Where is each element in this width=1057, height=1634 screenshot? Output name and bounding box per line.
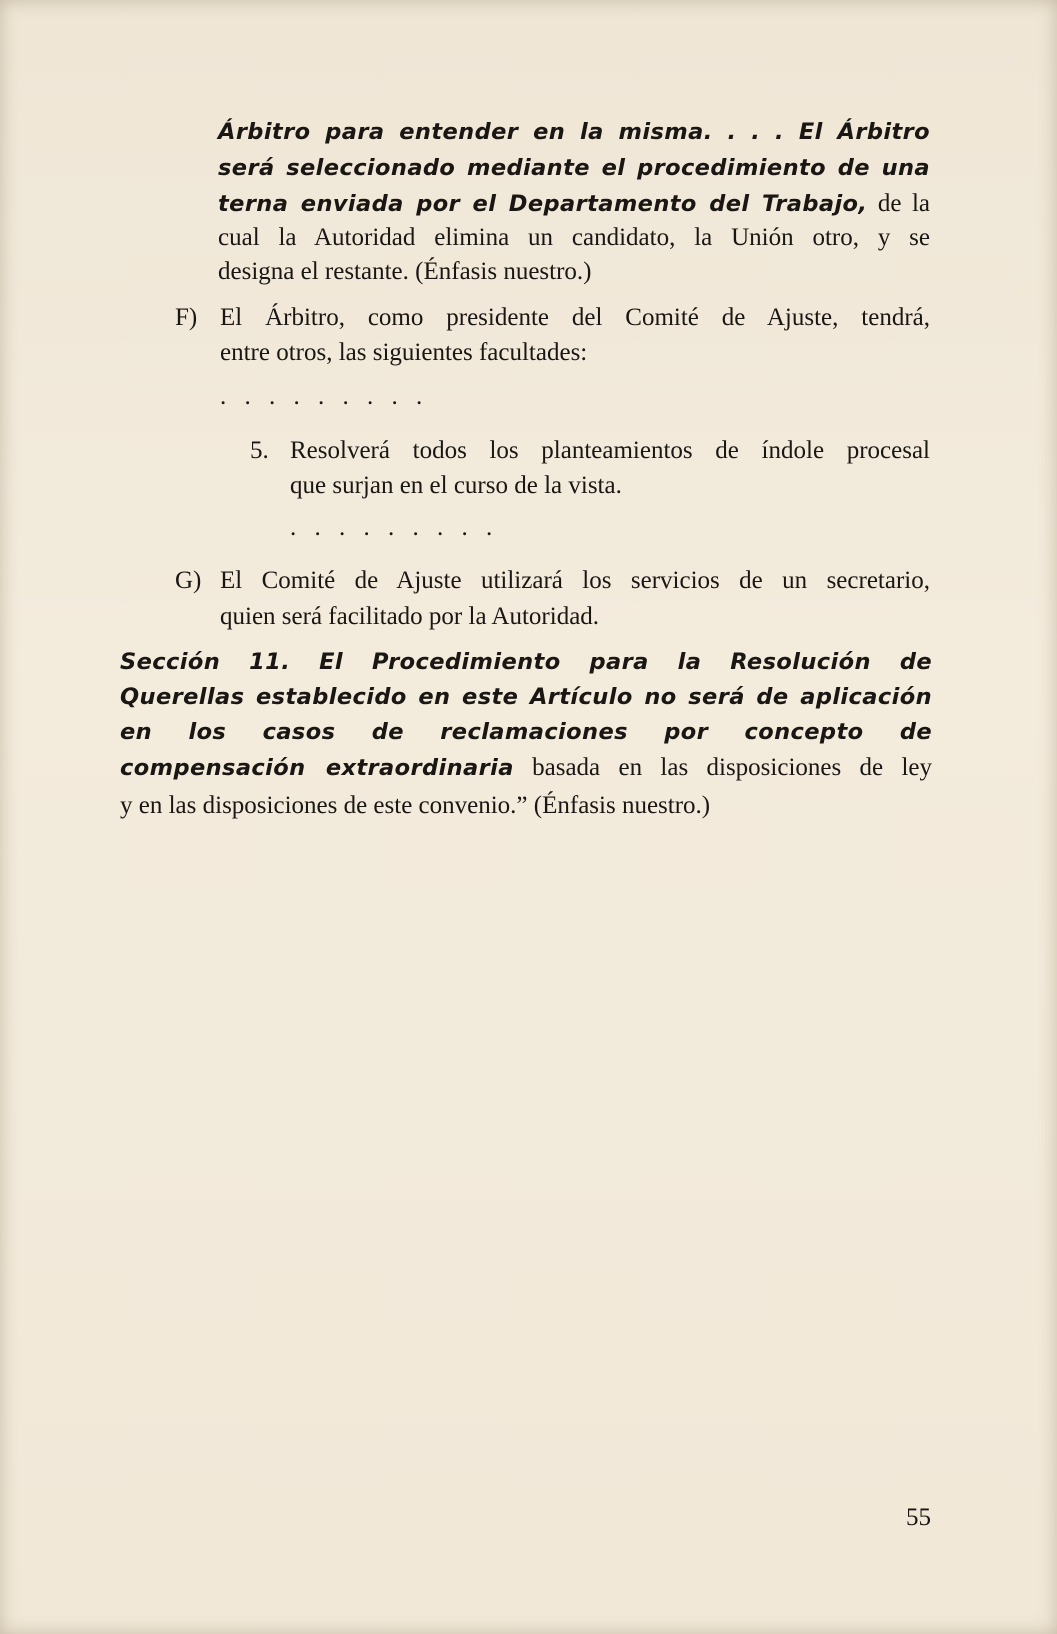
item-f-label: F) bbox=[175, 304, 198, 331]
ellipsis-1: . . . . . . . . . bbox=[220, 383, 429, 410]
section11-line-1: Sección 11. El Procedimiento para la Resolución de bbox=[120, 649, 932, 675]
block1-line-3: terna enviada por el Departamento del Trabajo, de la bbox=[218, 190, 930, 217]
section11-line-2: Querellas establecido en este Artículo no será de aplicación bbox=[120, 684, 932, 710]
block1-line-2: será seleccionado mediante el procedimiento de una bbox=[218, 155, 930, 181]
block1-line-4: cual la Autoridad elimina un candidato, la Unión otro, y se bbox=[218, 224, 930, 251]
section11-line-5: y en las disposiciones de este convenio.” (Énfasis nuestro.) bbox=[120, 792, 711, 819]
section11-line-3: en los casos de reclamaciones por concepto de bbox=[120, 719, 932, 745]
section11-line-4: compensación extraordinaria basada en las disposiciones de ley bbox=[120, 754, 932, 781]
item-g-label: G) bbox=[175, 567, 202, 594]
block1-line-1: Árbitro para entender en la misma. . . . El Árbitro bbox=[218, 119, 930, 145]
sub-5-line-2: que surjan en el curso de la vista. bbox=[290, 472, 622, 499]
sub-5-label: 5. bbox=[250, 437, 269, 464]
sub-5-line-1: Resolverá todos los planteamientos de índole procesal bbox=[290, 437, 930, 464]
block1-line-5: designa el restante. (Énfasis nuestro.) bbox=[218, 258, 592, 285]
item-f-line-1: El Árbitro, como presidente del Comité de Ajuste, tendrá, bbox=[220, 304, 930, 331]
item-g-line-1: El Comité de Ajuste utilizará los servicios de un secretario, bbox=[220, 567, 930, 594]
item-g-line-2: quien será facilitado por la Autoridad. bbox=[220, 603, 600, 630]
item-f-line-2: entre otros, las siguientes facultades: bbox=[220, 339, 588, 366]
ellipsis-2: . . . . . . . . . bbox=[290, 514, 499, 541]
page-number: 55 bbox=[906, 1504, 931, 1531]
